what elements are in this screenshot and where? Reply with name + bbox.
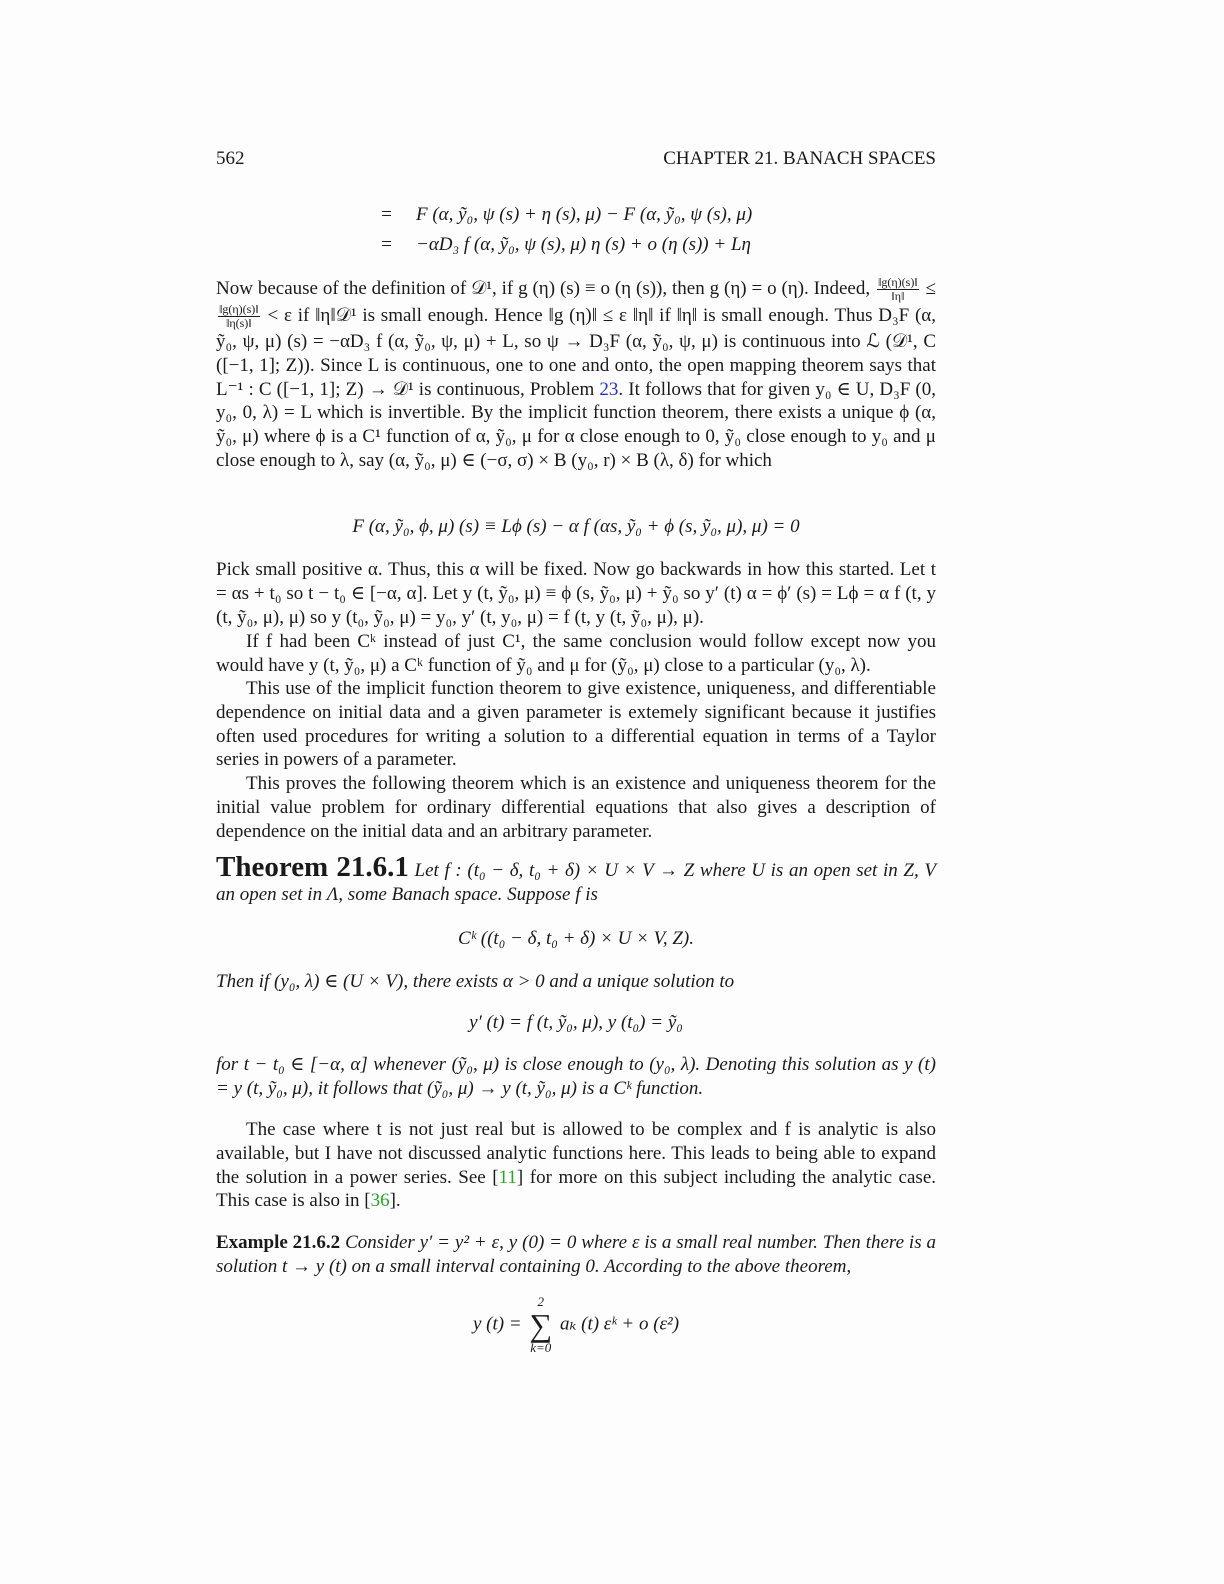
problem-ref-link[interactable]: 23: [599, 378, 619, 400]
eq-top-sign-1: =: [380, 204, 393, 225]
fraction-1: [877, 276, 919, 303]
eq-top-line-2: −αD₃ f (α, ỹ₀, ψ (s), μ) η (s) + o (η (s)) + Lη: [416, 234, 751, 255]
chapter-title: CHAPTER 21. BANACH SPACES: [663, 148, 936, 169]
paragraph-proves: This proves the following theorem which is an existence and uniqueness theorem for the initial value problem for ordinary differential equations that also gives a description of dependence on the initial data and an arbitrary parameter.: [216, 773, 936, 842]
p6-text-c: ].: [389, 1190, 401, 1212]
p1-text-a: Now because of the definition of 𝒟¹, if g (η) (s) ≡ o (η (s)), then g (η) = o (η). Indeed,: [216, 277, 871, 299]
fraction-2-den: ‖η(s)‖: [225, 316, 252, 330]
eq-top-sign-2: =: [380, 234, 393, 255]
theorem-eq-2: y′ (t) = f (t, ỹ₀, μ), y (t₀) = ỹ₀: [469, 1012, 683, 1033]
eq-implicit: F (α, ỹ₀, ϕ, μ) (s) ≡ Lϕ (s) − α f (αs, ỹ₀ + ϕ (s, ỹ₀, μ), μ) = 0: [352, 516, 800, 537]
theorem-text-2: Then if (y₀, λ) ∈ (U × V), there exists α > 0 and a unique solution to: [216, 971, 735, 992]
example-title: Example 21.6.2: [216, 1232, 341, 1253]
summation: [529, 1294, 552, 1356]
citation-11-link[interactable]: 11: [498, 1166, 517, 1188]
theorem-title: Theorem 21.6.1: [216, 851, 409, 883]
theorem-text-3: for t − t₀ ∈ [−α, α] whenever (ỹ₀, μ) is close enough to (y₀, λ). Denoting this solution as y (t) = y (t, ỹ₀, μ), it follows that (ỹ₀, μ) → y (t, ỹ₀, μ) is a Cᵏ function.: [216, 1054, 936, 1099]
example-statement: [216, 1231, 936, 1279]
series-lhs: y (t) =: [472, 1313, 522, 1335]
sum-upper: 2: [537, 1294, 545, 1309]
fraction-2: [218, 303, 260, 330]
p6-text-a: The case where t is not just real but is allowed to be complex and f is analytic is also available, but I have not discussed analytic functions here. This leads to being able to expand the solution in a power series. See [: [216, 1119, 936, 1188]
eq-top-line-1: F (α, ỹ₀, ψ (s) + η (s), μ) − F (α, ỹ₀, ψ (s), μ): [416, 204, 753, 225]
sum-symbol: ∑: [529, 1307, 553, 1343]
paragraph-backwards: Pick small positive α. Thus, this α will be fixed. Now go backwards in how this started. Let t = αs + t₀ so t − t₀ ∈ [−α, α]. Let y (t, ỹ₀, μ) ≡ ϕ (s, ỹ₀, μ) + ỹ₀ so y′ (t) α = ϕ′ (s) = Lϕ = α f (t, y (t, ỹ₀, μ), μ) so y (t₀, ỹ₀, μ) = y₀, y′ (t, y₀, μ) = f (t, y (t, ỹ₀, μ), μ).: [216, 559, 936, 628]
paragraph-derivative: Now because of the definition of 𝒟¹, if g (η) (s) ≡ o (η (s)), then g (η) = o (η). Indeed, $\frac{‖g(\eta)(s)‖}{‖\eta‖}$ ≤ $\frac{‖g(\eta)(s)‖}{‖\eta(s)‖}$ < ε if ‖η‖𝒟¹ is small enough. Hence ‖g (η)‖ ≤ ε ‖η‖ if ‖η‖ is small enough. Thus D₃F (α, ỹ₀, ψ, μ) (s) = −αD₃ f (α, ỹ₀, ψ, μ) + L, so ψ → D₃F (α, ỹ₀, ψ, μ) is continuous into ℒ (𝒟¹, C ([−1, 1]; Z)). Since L is continuous, one to one and onto, the open mapping theorem says that L⁻¹ : C ([−1, 1]; Z) → 𝒟¹ is continuous, Problem 23. It follows that for given y₀ ∈ U, D₃F (0, y₀, 0, λ) = L which is invertible. By the implicit function theorem, there exists a unique ϕ (α, ỹ₀, μ) where ϕ is a C¹ function of α, ỹ₀, μ for α close enough to 0, ỹ₀ close enough to y₀ and μ close enough to λ, say (α, ỹ₀, μ) ∈ (−σ, σ) × B (y₀, r) × B (λ, δ) for which: [216, 275, 936, 471]
theorem-statement: [216, 851, 936, 907]
p1-text-c: enough. Thus D₃F (α, ỹ₀, ψ, μ) (s) = −αD₃ f (α, ỹ₀, ψ, μ) + L, so ψ → D₃F (α, ỹ₀, ψ, μ) is continuous into ℒ (𝒟¹, C ([−1, 1]; Z)). Since L is continuous, one to one and onto, the open mapping theorem says that L⁻¹ : C ([−1, 1]; Z) → 𝒟¹ is continuous, Problem: [216, 304, 936, 400]
paragraph-ck: If f had been Cᵏ instead of just C¹, the same conclusion would follow except now you would have y (t, ỹ₀, μ) a Cᵏ function of ỹ₀ and μ for (ỹ₀, μ) close to a particular (y₀, λ).: [216, 631, 936, 676]
series-rhs: aₖ (t) εᵏ + o (ε²): [559, 1313, 680, 1335]
fraction-1-num: ‖g(η)(s)‖: [878, 275, 918, 289]
p1-text-d: . It follows that for given y₀ ∈ U, D₃F (0, y₀, 0, λ) = L which is invertible. By the implicit function theorem, there exists a unique ϕ (α, ỹ₀, μ) where ϕ is a C¹ function of α, ỹ₀, μ for α close enough to 0, ỹ₀ close enough to y₀ and μ close enough to λ, say (α, ỹ₀, μ) ∈ (−σ, σ) × B (y₀, r) × B (λ, δ) for which: [216, 378, 936, 471]
theorem-text-1: Let f : (t₀ − δ, t₀ + δ) × U × V → Z where U is an open set in Z, V an open set in Λ, some Banach space. Suppose f is: [216, 860, 936, 905]
p1-text-b: < ε if ‖η‖𝒟¹ is small enough. Hence ‖g (η)‖ ≤ ε ‖η‖ if ‖η‖ is small: [267, 304, 763, 326]
paragraph-analytic: [216, 1118, 936, 1213]
page-number: 562: [216, 148, 245, 169]
citation-36-link[interactable]: 36: [370, 1190, 390, 1212]
sum-lower: k=0: [530, 1340, 552, 1355]
example-series-eq: [216, 1294, 936, 1356]
fraction-1-den: ‖η‖: [891, 289, 905, 303]
paragraph-significance: This use of the implicit function theorem to give existence, uniqueness, and differentiable dependence on initial data and a given parameter is extemely significant because it justifies often used procedures for writing a solution to a differential equation in terms of a Taylor series in powers of a parameter.: [216, 678, 936, 771]
fraction-2-num: ‖g(η)(s)‖: [219, 302, 259, 316]
example-text: Consider y′ = y² + ε, y (0) = 0 where ε is a small real number. Then there is a solution t → y (t) on a small interval containing 0. According to the above theorem,: [216, 1232, 937, 1277]
theorem-eq-1: Cᵏ ((t₀ − δ, t₀ + δ) × U × V, Z).: [458, 928, 694, 949]
p6-text-b: ] for more on this subject including the analytic case. This case is also in [: [216, 1166, 937, 1212]
